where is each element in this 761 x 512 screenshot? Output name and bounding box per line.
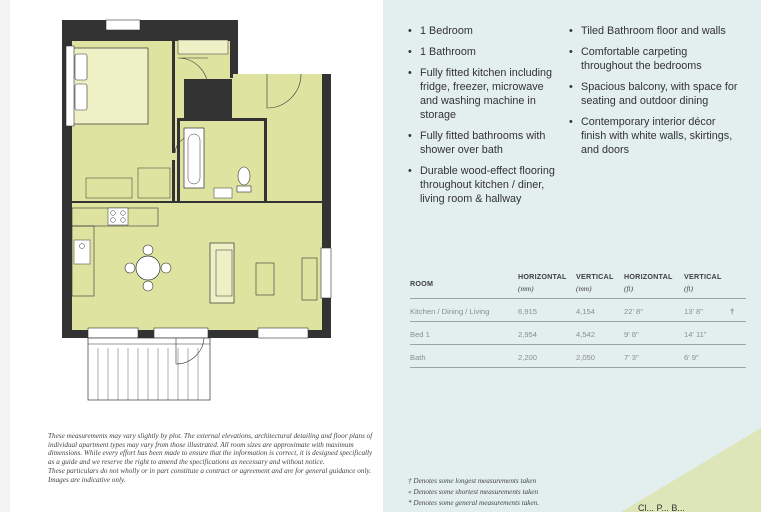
feature-item: • Fully fitted bathrooms with shower over bath xyxy=(408,129,558,157)
feature-item: • Comfortable carpeting throughout the bedrooms xyxy=(569,45,739,73)
cell-value: 2,954 xyxy=(518,330,538,339)
cell-value: 4,542 xyxy=(576,330,596,339)
unit-mm: (mm) xyxy=(518,284,534,293)
disclaimer xyxy=(48,432,374,484)
cell-value: 6,915 xyxy=(518,307,538,316)
footnote: « Denotes some shortest measurements taken xyxy=(408,488,539,496)
header-room: ROOM xyxy=(410,279,434,288)
feature-item: • Durable wood-effect flooring throughout kitchen / diner, living room & hallway xyxy=(408,164,558,206)
page-edge xyxy=(0,0,10,512)
cell-room: Bath xyxy=(410,353,426,362)
dimensions-table xyxy=(410,270,746,368)
dining-table xyxy=(136,256,160,280)
cell-marker: † xyxy=(730,307,735,316)
window xyxy=(321,248,331,298)
cell-value: 13' 8" xyxy=(684,307,703,316)
header-vertical-mm: VERTICAL xyxy=(576,272,614,281)
table-row xyxy=(410,322,746,345)
footnote: † Denotes some longest measurements taken xyxy=(408,477,537,485)
toilet xyxy=(238,167,250,185)
corner-accent xyxy=(621,428,761,512)
feature-item: • Spacious balcony, with space for seating and outdoor dining xyxy=(569,80,739,108)
window xyxy=(258,328,308,338)
unit-mm: (mm) xyxy=(576,284,592,293)
cell-value: 7' 3" xyxy=(624,353,639,362)
features-list xyxy=(408,24,558,213)
unit-ft: (ft) xyxy=(684,284,694,293)
footnotes xyxy=(408,476,539,509)
corner-text: Cl... P... B... xyxy=(638,503,685,512)
specification-panel xyxy=(383,0,761,512)
table-row xyxy=(410,299,746,322)
features-list xyxy=(569,24,739,164)
feature-item: • 1 Bedroom xyxy=(408,24,558,38)
cell-value: 2,200 xyxy=(518,353,538,362)
cell-room: Kitchen / Dining / Living xyxy=(410,307,490,316)
sofa xyxy=(210,243,234,303)
disclaimer-text: These particulars do not wholly or in part constitute a contract or agreement and are for general guidance only. Images are indicative only. xyxy=(48,466,372,484)
balcony-door xyxy=(154,328,208,338)
cell-value: 22' 8" xyxy=(624,307,643,316)
balcony xyxy=(88,338,210,400)
header-horizontal-mm: HORIZONTAL xyxy=(518,272,567,281)
cell-value: 9' 8" xyxy=(624,330,639,339)
cell-value: 4,154 xyxy=(576,307,596,316)
cell-value: 14' 11" xyxy=(684,330,707,339)
disclaimer-text: These measurements may vary slightly by plot. The external elevations, architectural detailing and floor plans of individual apartment types may vary from those illustrated. All room sizes are approximate with maximum dimensions. While every effort has been made to ensure that the information is correct, it is designed specifically as a guide and we reserve the right to amend the specifications as necessary and without notice. xyxy=(48,432,373,467)
table-header xyxy=(410,270,746,299)
window xyxy=(88,328,138,338)
hob xyxy=(108,208,128,225)
window xyxy=(106,20,140,30)
cell-value: 2,050 xyxy=(576,353,596,362)
footnote: * Denotes some general measurements taken. xyxy=(408,499,540,507)
unit-ft: (ft) xyxy=(624,284,634,293)
feature-item: • Contemporary interior décor finish with white walls, skirtings, and doors xyxy=(569,115,739,157)
cell-room: Bed 1 xyxy=(410,330,430,339)
feature-item: • Fully fitted kitchen including fridge, freezer, microwave and washing machine in storage xyxy=(408,66,558,122)
header-vertical-ft: VERTICAL xyxy=(684,272,722,281)
floor-plan xyxy=(58,18,333,403)
feature-item: • Tiled Bathroom floor and walls xyxy=(569,24,739,38)
feature-item: • 1 Bathroom xyxy=(408,45,558,59)
cell-value: 6' 9" xyxy=(684,353,699,362)
header-horizontal-ft: HORIZONTAL xyxy=(624,272,673,281)
table-row xyxy=(410,345,746,368)
